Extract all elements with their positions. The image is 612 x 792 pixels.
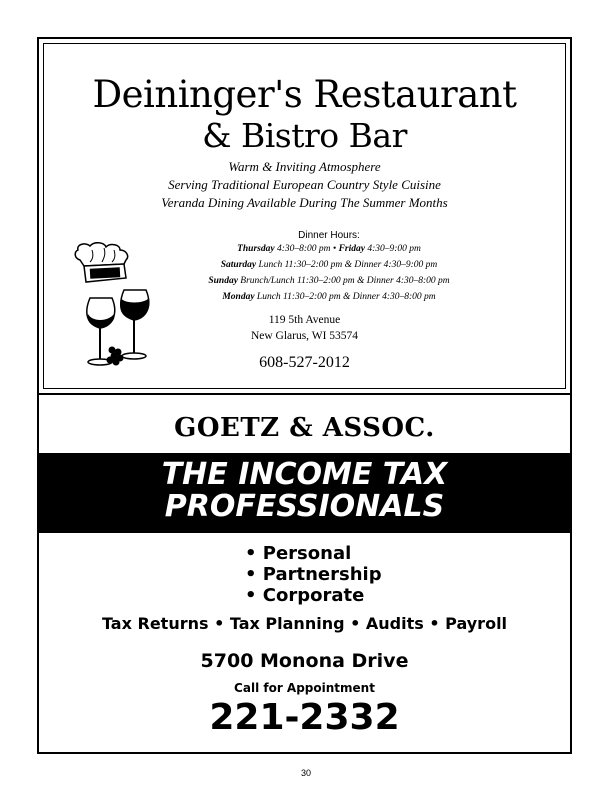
restaurant-ad [37,37,572,395]
hours-title: Dinner Hours: [298,230,360,241]
restaurant-phone: 608-527-2012 [259,354,350,371]
restaurant-ad-inner-border [43,43,566,389]
headline-line2: PROFESSIONALS [164,489,445,524]
hours-line-3: Sunday Brunch/Lunch 11:30–2:00 pm & Dinner 4:30–8:00 pm [208,276,450,286]
tagline-1: Warm & Inviting Atmosphere [228,159,381,174]
services-list: Tax Returns • Tax Planning • Audits • Payroll [101,614,508,633]
bullet-personal: • Personal [245,543,352,564]
restaurant-name-line1: Deininger's Restaurant [92,73,517,116]
restaurant-name-line2: & Bistro Bar [202,116,407,155]
hours-line-2: Saturday Lunch 11:30–2:00 pm & Dinner 4:30–9:00 pm [220,260,438,270]
bullet-corporate: • Corporate [245,585,365,606]
restaurant-address-line1: 119 5th Avenue [268,314,341,326]
tax-phone: 221-2332 [209,697,400,738]
page-number: 30 [300,768,311,778]
restaurant-address-line2: New Glarus, WI 53574 [250,330,359,342]
chef-hat-wine-glasses-icon [74,242,164,382]
tagline-2: Serving Traditional European Country Style Cuisine [168,177,441,192]
hours-line-1: Thursday 4:30–8:00 pm • Friday 4:30–9:00 pm [237,244,421,254]
tagline-3: Veranda Dining Available During The Summer Months [161,195,448,210]
company-name: GOETZ & ASSOC. [174,413,435,443]
hours-line-4: Monday Lunch 11:30–2:00 pm & Dinner 4:30–8:00 pm [222,292,436,302]
bullet-partnership: • Partnership [245,564,382,585]
headline-band [39,453,570,533]
tax-address: 5700 Monona Drive [200,650,409,672]
headline-line1: THE INCOME TAX [161,457,448,492]
tax-ad [37,395,572,754]
call-text: Call for Appointment [234,681,375,695]
